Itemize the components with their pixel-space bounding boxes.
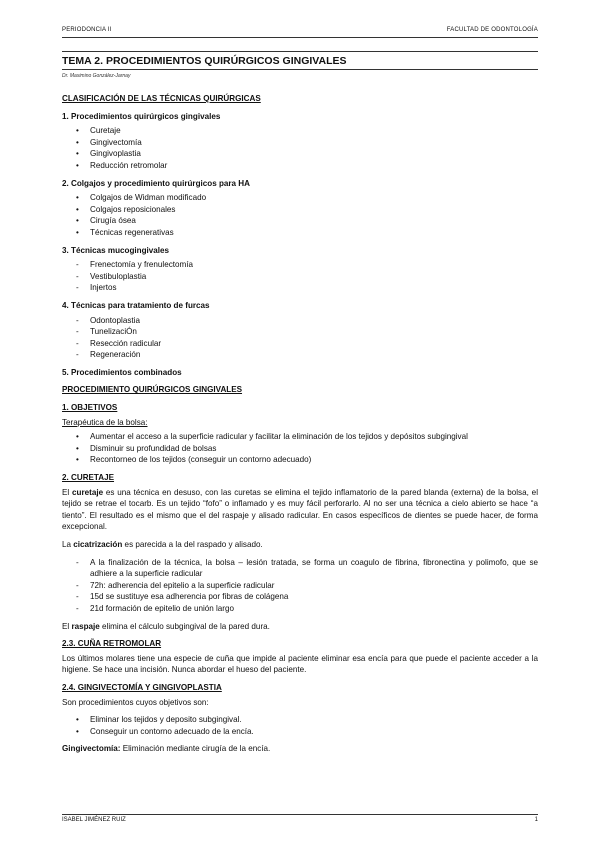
section-heading-clasificacion: CLASIFICACIÓN DE LAS TÉCNICAS QUIRÚRGICAS: [62, 94, 261, 103]
header-rule: [62, 37, 538, 38]
header-faculty: FACULTAD DE ODONTOLOGÍA: [446, 27, 538, 33]
list-item: • Disminuir su profundidad de bolsas: [76, 443, 217, 453]
title-rule-top: [62, 51, 538, 52]
paragraph: Los últimos molares tiene una especie de cuña que impide al paciente eliminar esa encía para que puede el paciente acceder a la higiene. Se hace una incisión. Nunca abordar el hueso del paciente.: [62, 653, 538, 675]
paragraph: La cicatrización es parecida a la del raspado y alisado.: [62, 540, 263, 549]
list-item: - Frenectomía y frenulectomía: [76, 260, 194, 270]
group-title: 3. Técnicas mucogingivales: [62, 245, 170, 255]
group-title: 2. Colgajos y procedimiento quirúrgicos para HA: [62, 178, 250, 188]
page-title: TEMA 2. PROCEDIMIENTOS QUIRÚRGICOS GINGIVALES: [62, 55, 347, 67]
page-header: [62, 27, 538, 33]
list-item: - 21d formación de epitelio de unión largo: [76, 603, 234, 613]
list-item: • Reducción retromolar: [76, 160, 168, 170]
list-item: • Técnicas regenerativas: [76, 227, 174, 237]
paragraph: Son procedimientos cuyos objetivos son:: [62, 697, 209, 707]
list-item: - TunelizaciÓn: [76, 327, 137, 337]
healing-list: [62, 557, 538, 615]
list-item: - 15d se sustituye esa adherencia por fibras de colágena: [76, 592, 289, 602]
list-item: • Eliminar los tejidos y deposito subgingival.: [76, 715, 242, 725]
subsection-title: 2.3. CUÑA RETROMOLAR: [62, 639, 162, 649]
footer-rule: [62, 814, 538, 815]
group-list: [62, 315, 538, 361]
group-title: 5. Procedimientos combinados: [62, 367, 182, 377]
list-item: • Cirugía ósea: [76, 216, 136, 226]
list-item: • Curetaje: [76, 126, 121, 136]
group-list: [62, 259, 538, 294]
list-item: • Recontorneo de los tejidos (conseguir un contorno adecuado): [76, 455, 312, 465]
list-item: - Vestibuloplastia: [76, 271, 147, 281]
objectives-list: [62, 431, 538, 466]
list-item: - Regeneración: [76, 350, 141, 360]
paragraph: El curetaje es una técnica en desuso, con las curetas se elimina el tejido inflamatorio de la pared blanda (externa) de la bolsa, el tejido se retrae el tocarb. Es un tejido “fofo” o inflamado y es muy fácil perforarlo. Al no ser una técnica a cielo abierto se hace “a tiento”. El resultado es el mismo que el del raspaje y alisado radicular. En casos específicos de dientes se puede hacer, de forma excepcional.: [62, 487, 538, 532]
group-title: 1. Procedimientos quirúrgicos gingivales: [62, 111, 221, 121]
subsection-title: 1. OBJETIVOS: [62, 403, 118, 413]
list-item: • Colgajos reposicionales: [76, 204, 176, 214]
group-title: 4. Técnicas para tratamiento de furcas: [62, 300, 210, 310]
list-item: - A la finalización de la técnica, la bolsa – lesión tratada, se forma un coagulo de fibrina, fibronectina y polimofo, que se adhiere a la superficie radicular: [76, 557, 538, 579]
list-item: • Colgajos de Widman modificado: [76, 193, 207, 203]
list-item: - 72h: adherencia del epitelio a la superficie radicular: [76, 580, 275, 590]
paragraph: El raspaje elimina el cálculo subgingival de la pared dura.: [62, 621, 270, 631]
goals-list: [62, 714, 538, 737]
author-line: Dr. Maximino González-Jarnay: [62, 73, 131, 79]
list-item: • Gingivoplastia: [76, 149, 141, 159]
list-item: • Conseguir un contorno adecuado de la encía.: [76, 726, 254, 736]
subsection-subtitle: Terapéutica de la bolsa:: [62, 417, 148, 427]
subsection-title: 2.4. GINGIVECTOMÍA Y GINGIVOPLASTIA: [62, 682, 222, 692]
title-rule-bottom: [62, 69, 538, 70]
list-item: - Resección radicular: [76, 338, 162, 348]
list-item: - Odontoplastia: [76, 315, 140, 325]
group-list: [62, 192, 538, 238]
section-heading-procedimiento: PROCEDIMIENTO QUIRÚRGICOS GINGIVALES: [62, 385, 243, 395]
page-footer: [62, 817, 538, 823]
list-item: - Injertos: [76, 283, 117, 293]
paragraph: Gingivectomía: Eliminación mediante cirugía de la encía.: [62, 744, 271, 754]
page-number: 1: [534, 817, 538, 823]
footer-author: ISABEL JIMÉNEZ RUIZ: [62, 817, 126, 823]
group-list: [62, 125, 538, 171]
subsection-title: 2. CURETAJE: [62, 473, 115, 483]
list-item: • Gingivectomía: [76, 137, 142, 147]
header-course: PERIODONCIA II: [62, 27, 112, 33]
list-item: • Aumentar el acceso a la superficie radicular y facilitar la eliminación de los tejidos y depósitos subgingival: [76, 432, 468, 442]
document-body: [62, 93, 538, 761]
